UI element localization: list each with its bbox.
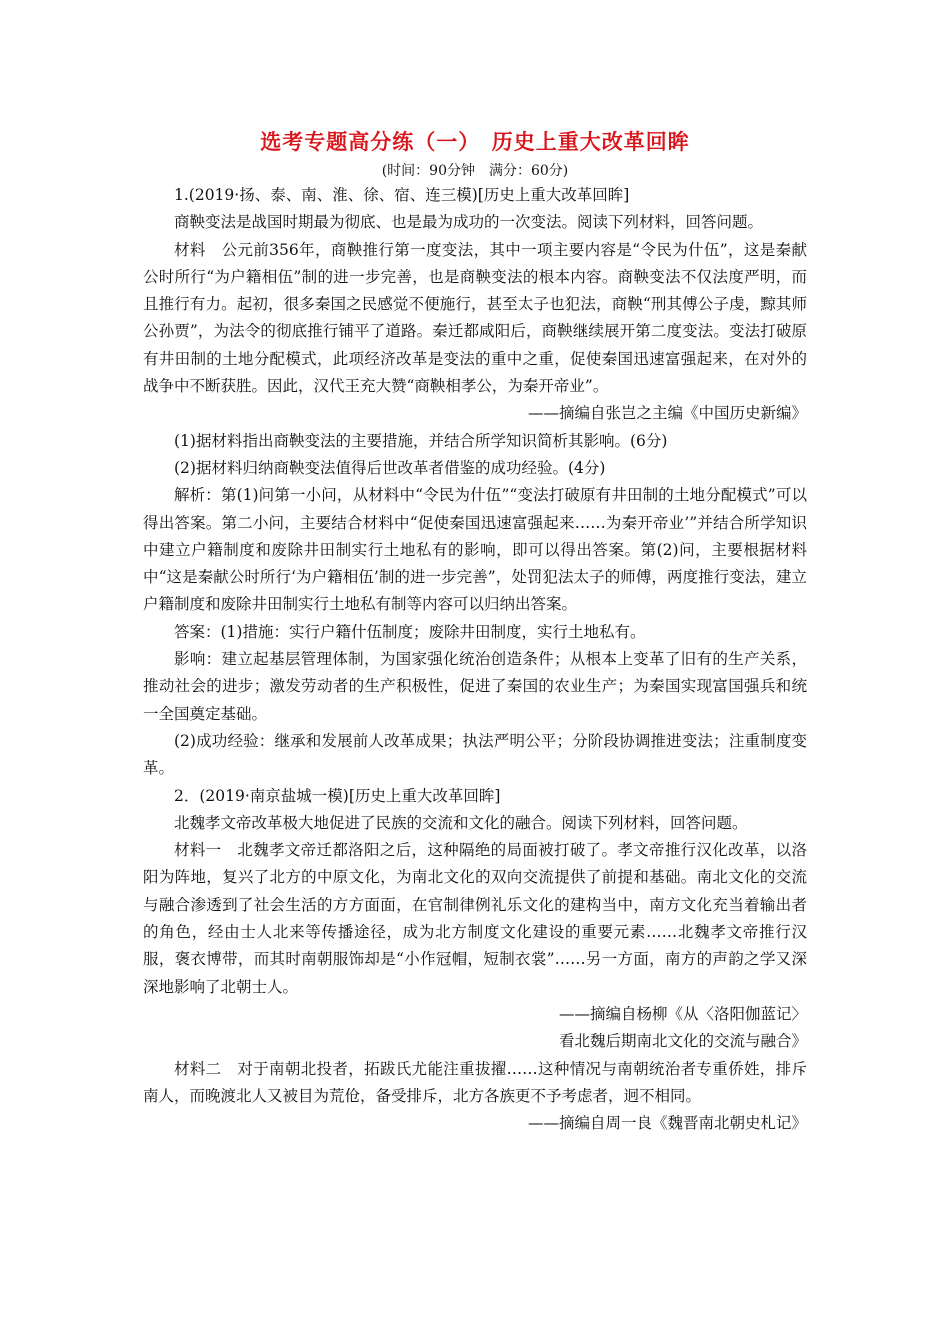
- q2-source-1b: 看北魏后期南北文化的交流与融合》: [558, 1032, 807, 1051]
- q1-header: 1.(2019·扬、泰、南、淮、徐、宿、连三模)[历史上重大改革回眸]: [174, 186, 630, 204]
- q2-header: 2．(2019·南京盐城一模)[历史上重大改革回眸]: [174, 786, 501, 805]
- q1-subquestion-2: (2)据材料归纳商鞅变法值得后世改革者借鉴的成功经验。(4分): [174, 458, 606, 477]
- document-body: [143, 182, 807, 1137]
- q2-material-1: 材料一 北魏孝文帝迁都洛阳之后，这种隔绝的局面被打破了。孝文帝推行汉化改革，以洛阳为阵地，复兴了北方的中原文化，为南北文化的双向交流提供了前提和基础。南北文化的交流与融合渗透到了社会生活的方方面面，在官制律例礼乐文化的建构当中，南方文化充当着输出者的角色，经由士人北来等传播途径，成为北方制度文化建设的重要元素……北魏孝文帝推行汉服，褒衣博带，而其时南朝服饰却是“小作冠帽，短制衣裳”……另一方面，南方的声韵之学又深深地影响了北朝士人。: [143, 841, 807, 996]
- exam-info: (时间：90分钟 满分：60分): [381, 163, 569, 179]
- q1-source: ——摘编自张岂之主编《中国历史新编》: [527, 404, 807, 423]
- q1-answer-2: (2)成功经验：继承和发展前人改革成果；执法严明公平；分阶段协调推进变法；注重制度变革。: [143, 731, 807, 778]
- q1-material: 材料 公元前356年，商鞅推行第一度变法，其中一项主要内容是“令民为什伍”，这是秦献公时所行“为户籍相伍”制的进一步完善，也是商鞅变法的根本内容。商鞅变法不仅法度严明，而且推行有力。起初，很多秦国之民感觉不便施行，甚至太子也犯法，商鞅“刑其傅公子虔，黥其师公孙贾”，为法令的彻底推行铺平了道路。秦迁都咸阳后，商鞅继续展开第二度变法。变法打破原有井田制的土地分配模式，此项经济改革是变法的重中之重，促使秦国迅速富强起来，在对外的战争中不断获胜。因此，汉代王充大赞“商鞅相孝公，为秦开帝业”。: [143, 240, 807, 396]
- q1-subquestion-1: (1)据材料指出商鞅变法的主要措施，并结合所学知识简析其影响。(6分): [174, 431, 668, 450]
- q2-source-2: ——摘编自周一良《魏晋南北朝史札记》: [527, 1114, 807, 1133]
- q1-answer-1: 答案：(1)措施：实行户籍什伍制度；废除井田制度，实行土地私有。: [174, 622, 646, 641]
- q2-source-1a: ——摘编自杨柳《从〈洛阳伽蓝记〉: [558, 1004, 807, 1023]
- page-title: 选考专题高分练（一） 历史上重大改革回眸: [260, 130, 690, 154]
- q1-intro: 商鞅变法是战国时期最为彻底、也是最为成功的一次变法。阅读下列材料，回答问题。: [174, 213, 764, 232]
- q2-intro: 北魏孝文帝改革极大地促进了民族的交流和文化的融合。阅读下列材料，回答问题。: [174, 813, 748, 832]
- q1-impact: 影响：建立起基层管理体制，为国家强化统治创造条件；从根本上变革了旧有的生产关系，推动社会的进步；激发劳动者的生产积极性，促进了秦国的农业生产；为秦国实现富国强兵和统一全国奠定基础。: [143, 650, 807, 723]
- q1-analysis: 解析：第(1)问第一小问，从材料中“令民为什伍”“变法打破原有井田制的土地分配模式”可以得出答案。第二小问，主要结合材料中“促使秦国迅速富强起来……为秦开帝业’”并结合所学知识中建立户籍制度和废除井田制实行土地私有的影响，即可以得出答案。第(2)问，主要根据材料中“这是秦献公时所行‘为户籍相伍’制的进一步完善”，处罚犯法太子的师傅，两度推行变法，建立户籍制度和废除井田制实行土地私有制等内容可以归纳出答案。: [143, 486, 807, 614]
- q2-material-2: 材料二 对于南朝北投者，拓跋氏尤能注重拔擢……这种情况与南朝统治者专重侨姓，排斥南人，而晚渡北人又被目为荒伧，备受排斥，北方各族更不予考虑者，迥不相同。: [143, 1059, 807, 1105]
